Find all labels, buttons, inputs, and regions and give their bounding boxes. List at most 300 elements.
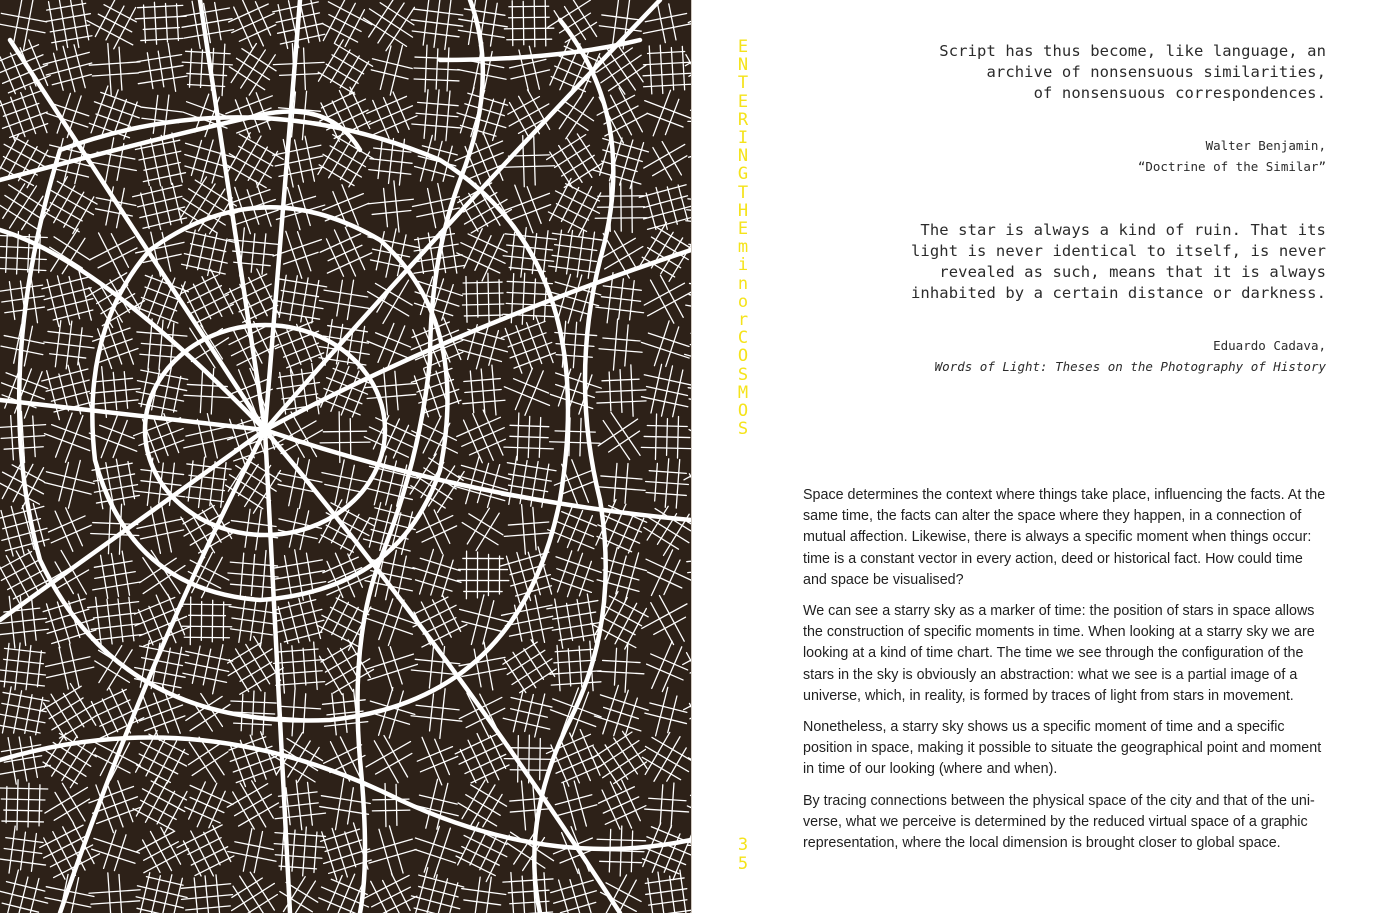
- minor-street: [273, 62, 324, 64]
- minor-street: [366, 742, 410, 767]
- minor-street: [419, 795, 457, 804]
- minor-street: [652, 641, 672, 688]
- minor-street: [514, 353, 555, 368]
- minor-street: [318, 131, 344, 175]
- minor-street: [49, 516, 86, 532]
- minor-street: [151, 507, 161, 553]
- minor-street: [44, 703, 67, 740]
- minor-street: [94, 485, 137, 493]
- minor-street: [3, 103, 39, 116]
- minor-street: [603, 150, 642, 162]
- minor-street: [141, 193, 149, 228]
- minor-street: [279, 866, 316, 869]
- minor-street: [141, 297, 176, 310]
- minor-street: [380, 46, 391, 89]
- minor-street: [145, 782, 166, 822]
- minor-street: [228, 852, 276, 862]
- map-edge-divider: [691, 0, 692, 913]
- minor-street: [138, 610, 153, 645]
- minor-street: [435, 739, 450, 774]
- minor-street: [321, 595, 340, 632]
- minor-street: [651, 364, 662, 413]
- minor-street: [376, 333, 411, 347]
- minor-street: [504, 166, 555, 168]
- minor-street: [643, 23, 691, 33]
- minor-street: [556, 230, 562, 271]
- minor-street: [5, 539, 49, 551]
- minor-street: [163, 648, 171, 688]
- minor-street: [483, 601, 494, 644]
- minor-street: [257, 151, 278, 187]
- minor-street: [113, 420, 127, 457]
- minor-street: [222, 44, 225, 95]
- minor-street: [644, 375, 691, 386]
- minor-street: [649, 798, 686, 800]
- minor-street: [486, 835, 509, 881]
- minor-street: [470, 832, 486, 865]
- minor-street: [96, 495, 139, 503]
- minor-street: [139, 754, 178, 774]
- minor-street: [325, 840, 361, 851]
- minor-street: [384, 736, 408, 777]
- minor-street: [577, 600, 584, 641]
- minor-street: [623, 731, 648, 768]
- minor-street: [348, 788, 354, 824]
- minor-street: [188, 486, 224, 490]
- minor-street: [25, 695, 32, 734]
- body-text: [803, 485, 1330, 864]
- minor-street: [140, 616, 187, 635]
- epigraph-quote: Script has thus become, like language, an archive of nonsensuous similarities, of nonsensuous correspondences.: [939, 42, 1326, 102]
- minor-street: [328, 648, 353, 691]
- minor-street: [378, 323, 394, 362]
- minor-street: [527, 187, 541, 224]
- minor-street: [507, 39, 552, 40]
- minor-street: [201, 50, 203, 87]
- minor-street: [46, 657, 90, 667]
- minor-street: [658, 6, 665, 43]
- minor-street: [414, 868, 427, 913]
- minor-street: [64, 693, 84, 726]
- body-paragraph: We can see a starry sky as a marker of time: the position of stars in space allows the construction of specific moments in time. When looking at a starry sky we are looking at a kind of time chart. The time we see through the configuration of the stars in the sky is obviously an abstraction: what we see is a partial image of a universe, which, in reality, is formed by traces of light from stars in movement.: [803, 603, 1315, 704]
- minor-street: [281, 830, 284, 870]
- minor-street: [102, 699, 117, 732]
- minor-street: [508, 333, 546, 347]
- minor-street: [144, 849, 189, 873]
- minor-street: [143, 28, 179, 30]
- minor-street: [379, 599, 393, 640]
- minor-street: [574, 781, 586, 826]
- minor-street: [667, 187, 677, 224]
- minor-street: [240, 895, 277, 913]
- minor-street: [277, 383, 320, 389]
- minor-street: [385, 784, 386, 827]
- minor-street: [29, 40, 48, 85]
- minor-street: [459, 350, 502, 362]
- minor-street: [507, 292, 551, 294]
- minor-street: [488, 273, 489, 324]
- minor-street: [614, 690, 629, 735]
- minor-street: [671, 48, 673, 90]
- city-map-illustration: [0, 0, 691, 913]
- minor-street: [137, 519, 183, 529]
- minor-street: [648, 333, 689, 346]
- minor-street: [645, 713, 687, 723]
- minor-street: [414, 244, 458, 251]
- minor-street: [287, 353, 324, 368]
- minor-street: [559, 146, 582, 183]
- minor-street: [304, 48, 306, 90]
- minor-street: [303, 648, 306, 685]
- minor-street: [44, 483, 91, 495]
- minor-street: [245, 509, 250, 547]
- minor-street: [332, 602, 349, 634]
- minor-street: [345, 832, 356, 867]
- minor-street: [411, 716, 462, 721]
- minor-street: [459, 657, 505, 665]
- minor-street: [383, 280, 409, 323]
- minor-street: [550, 671, 601, 674]
- minor-street: [559, 880, 571, 913]
- minor-street: [417, 208, 460, 217]
- minor-street: [274, 660, 324, 664]
- minor-street: [389, 691, 403, 738]
- minor-street: [579, 646, 582, 687]
- minor-street: [69, 277, 80, 319]
- minor-street: [96, 114, 130, 126]
- avenue: [265, 430, 290, 913]
- epigraph-cadava: [866, 220, 1326, 377]
- minor-street: [64, 192, 84, 227]
- minor-street: [107, 599, 112, 644]
- minor-street: [186, 427, 226, 436]
- minor-street: [374, 741, 398, 783]
- minor-street: [509, 485, 548, 491]
- minor-street: [660, 275, 683, 317]
- minor-street: [554, 660, 596, 663]
- minor-street: [480, 837, 496, 870]
- minor-street: [684, 687, 691, 710]
- minor-street: [149, 606, 163, 639]
- minor-street: [415, 167, 454, 177]
- minor-street: [108, 44, 111, 96]
- minor-street: [151, 876, 160, 913]
- minor-street: [3, 184, 25, 219]
- minor-street: [551, 682, 601, 685]
- minor-street: [239, 146, 273, 166]
- minor-street: [292, 646, 295, 689]
- minor-street: [682, 46, 684, 89]
- minor-street: [363, 18, 406, 46]
- minor-street: [228, 649, 272, 676]
- minor-street: [328, 326, 368, 332]
- minor-street: [274, 328, 292, 374]
- minor-street: [302, 91, 306, 139]
- minor-street: [53, 310, 93, 320]
- minor-street: [191, 294, 229, 313]
- minor-street: [568, 187, 591, 233]
- minor-street: [312, 281, 319, 323]
- avenue: [10, 40, 265, 430]
- minor-street: [319, 301, 369, 309]
- minor-street: [396, 784, 397, 825]
- minor-street: [177, 825, 222, 848]
- minor-street: [50, 190, 94, 215]
- minor-street: [324, 290, 368, 297]
- minor-street: [437, 783, 448, 829]
- minor-street: [240, 783, 265, 827]
- minor-street: [650, 280, 673, 323]
- minor-street: [42, 211, 79, 232]
- minor-street: [645, 732, 670, 774]
- minor-street: [654, 321, 669, 366]
- minor-street: [417, 747, 452, 762]
- minor-street: [547, 601, 598, 609]
- minor-street: [144, 163, 180, 171]
- minor-street: [52, 75, 91, 85]
- minor-street: [645, 13, 686, 21]
- minor-street: [199, 457, 205, 507]
- minor-street: [50, 25, 89, 32]
- minor-street: [460, 88, 474, 133]
- minor-street: [420, 756, 457, 771]
- minor-street: [314, 832, 317, 872]
- minor-street: [528, 416, 529, 457]
- body-paragraph: Space determines the context where things take place, influencing the facts. At the same time, the facts can alter the space where they happen, in a connection of mutual affection. Likewise, there is always a specific moment when things occur: time is a constant vector in every action, deed or historical fact. How could time and space be visualised?: [803, 487, 1326, 588]
- minor-street: [139, 403, 177, 411]
- minor-street: [567, 231, 573, 274]
- minor-street: [426, 779, 438, 828]
- minor-street: [514, 379, 549, 393]
- minor-street: [28, 879, 38, 913]
- minor-street: [605, 247, 643, 269]
- minor-street: [670, 876, 676, 913]
- minor-street: [335, 3, 356, 42]
- minor-street: [616, 556, 627, 594]
- minor-street: [462, 847, 499, 866]
- minor-street: [325, 484, 363, 492]
- minor-street: [655, 414, 656, 459]
- minor-street: [471, 785, 495, 825]
- minor-street: [319, 165, 354, 186]
- minor-street: [506, 556, 519, 603]
- minor-street: [420, 549, 434, 594]
- minor-street: [54, 53, 64, 90]
- minor-street: [598, 671, 644, 674]
- minor-street: [513, 689, 523, 732]
- minor-street: [509, 6, 549, 7]
- minor-street: [59, 462, 69, 500]
- minor-street: [646, 889, 687, 895]
- minor-street: [284, 252, 319, 264]
- minor-street: [625, 642, 628, 692]
- minor-street: [511, 233, 515, 270]
- minor-street: [641, 397, 687, 407]
- minor-street: [389, 826, 403, 873]
- minor-street: [292, 830, 295, 871]
- minor-street: [428, 189, 436, 228]
- minor-street: [614, 648, 616, 685]
- minor-street: [139, 275, 153, 311]
- page-number: 35: [737, 835, 749, 874]
- minor-street: [477, 281, 478, 317]
- minor-street: [99, 233, 122, 278]
- minor-street: [456, 856, 495, 876]
- minor-street: [284, 632, 322, 642]
- minor-street: [606, 607, 642, 626]
- minor-street: [92, 634, 142, 640]
- minor-street: [525, 371, 543, 415]
- minor-street: [151, 187, 161, 230]
- minor-street: [555, 795, 592, 805]
- minor-street: [423, 0, 429, 45]
- minor-street: [680, 870, 687, 913]
- minor-street: [24, 326, 32, 366]
- minor-street: [556, 204, 588, 220]
- minor-street: [367, 394, 416, 398]
- minor-street: [337, 280, 343, 316]
- minor-street: [372, 59, 412, 69]
- minor-street: [651, 550, 672, 596]
- minor-street: [54, 799, 89, 820]
- minor-street: [140, 873, 150, 913]
- minor-street: [550, 442, 600, 444]
- minor-street: [141, 800, 177, 819]
- epigraph-author: Walter Benjamin,: [1205, 138, 1326, 153]
- minor-street: [70, 0, 79, 47]
- minor-street: [94, 838, 140, 853]
- minor-street: [414, 908, 451, 913]
- minor-street: [141, 38, 183, 40]
- minor-street: [646, 193, 656, 229]
- minor-street: [430, 694, 434, 731]
- minor-street: [298, 232, 311, 271]
- minor-street: [548, 212, 586, 232]
- minor-street: [318, 40, 343, 81]
- minor-street: [641, 447, 691, 448]
- minor-street: [320, 807, 369, 815]
- minor-street: [187, 230, 196, 269]
- minor-street: [88, 602, 139, 608]
- minor-street: [183, 673, 227, 682]
- minor-street: [347, 280, 353, 319]
- epigraph-source: “Doctrine of the Similar”: [1137, 159, 1326, 174]
- minor-street: [376, 753, 412, 774]
- minor-street: [309, 595, 320, 638]
- minor-street: [503, 256, 553, 262]
- minor-street: [509, 17, 550, 18]
- minor-street: [90, 237, 134, 260]
- minor-street: [600, 137, 611, 175]
- minor-street: [471, 595, 484, 645]
- minor-street: [684, 457, 691, 480]
- minor-street: [239, 134, 283, 159]
- minor-street: [227, 133, 250, 173]
- minor-street: [303, 694, 305, 733]
- minor-street: [567, 510, 582, 547]
- minor-street: [416, 705, 459, 710]
- minor-street: [92, 849, 135, 863]
- minor-street: [256, 510, 261, 550]
- minor-street: [129, 597, 134, 640]
- minor-street: [146, 877, 183, 886]
- minor-street: [473, 414, 493, 461]
- minor-street: [177, 4, 179, 41]
- minor-street: [568, 649, 570, 686]
- minor-street: [87, 21, 133, 45]
- minor-street: [141, 107, 182, 112]
- minor-street: [522, 781, 526, 830]
- minor-street: [63, 46, 75, 91]
- minor-street: [325, 652, 359, 672]
- minor-street: [600, 861, 642, 862]
- minor-street: [49, 698, 83, 719]
- minor-street: [349, 152, 370, 187]
- minor-street: [525, 695, 534, 732]
- minor-street: [62, 783, 85, 821]
- minor-street: [437, 879, 447, 913]
- minor-street: [4, 810, 42, 811]
- minor-street: [614, 463, 617, 501]
- minor-street: [515, 185, 533, 233]
- minor-street: [278, 706, 320, 709]
- minor-street: [91, 901, 140, 904]
- minor-street: [510, 770, 547, 771]
- minor-street: [678, 185, 688, 220]
- minor-street: [647, 113, 683, 127]
- minor-street: [648, 572, 682, 588]
- minor-street: [8, 140, 28, 176]
- minor-street: [235, 842, 273, 850]
- minor-street: [141, 742, 187, 766]
- minor-street: [101, 92, 141, 106]
- minor-street: [653, 156, 687, 176]
- minor-street: [318, 72, 355, 94]
- minor-street: [644, 283, 684, 305]
- minor-street: [520, 669, 557, 693]
- minor-street: [184, 254, 227, 264]
- minor-street: [36, 697, 43, 734]
- minor-street: [577, 134, 600, 170]
- minor-street: [282, 394, 318, 399]
- minor-street: [278, 607, 287, 644]
- minor-street: [153, 95, 157, 133]
- epigraph-attribution: [866, 135, 1326, 177]
- minor-street: [92, 73, 138, 76]
- minor-street: [0, 561, 20, 604]
- minor-street: [17, 780, 18, 830]
- minor-street: [124, 102, 137, 139]
- minor-street: [510, 59, 546, 67]
- minor-street: [174, 376, 181, 412]
- minor-street: [664, 834, 680, 872]
- minor-street: [118, 599, 123, 642]
- minor-street: [378, 3, 404, 43]
- minor-street: [510, 809, 548, 812]
- minor-street: [136, 778, 156, 816]
- minor-street: [460, 749, 476, 782]
- minor-street: [2, 821, 44, 822]
- minor-street: [106, 138, 114, 182]
- minor-street: [154, 2, 156, 44]
- minor-street: [39, 785, 40, 826]
- minor-street: [70, 644, 80, 688]
- minor-street: [119, 875, 122, 913]
- minor-street: [464, 900, 501, 905]
- minor-street: [11, 97, 25, 136]
- minor-street: [142, 658, 183, 666]
- minor-street: [284, 343, 319, 357]
